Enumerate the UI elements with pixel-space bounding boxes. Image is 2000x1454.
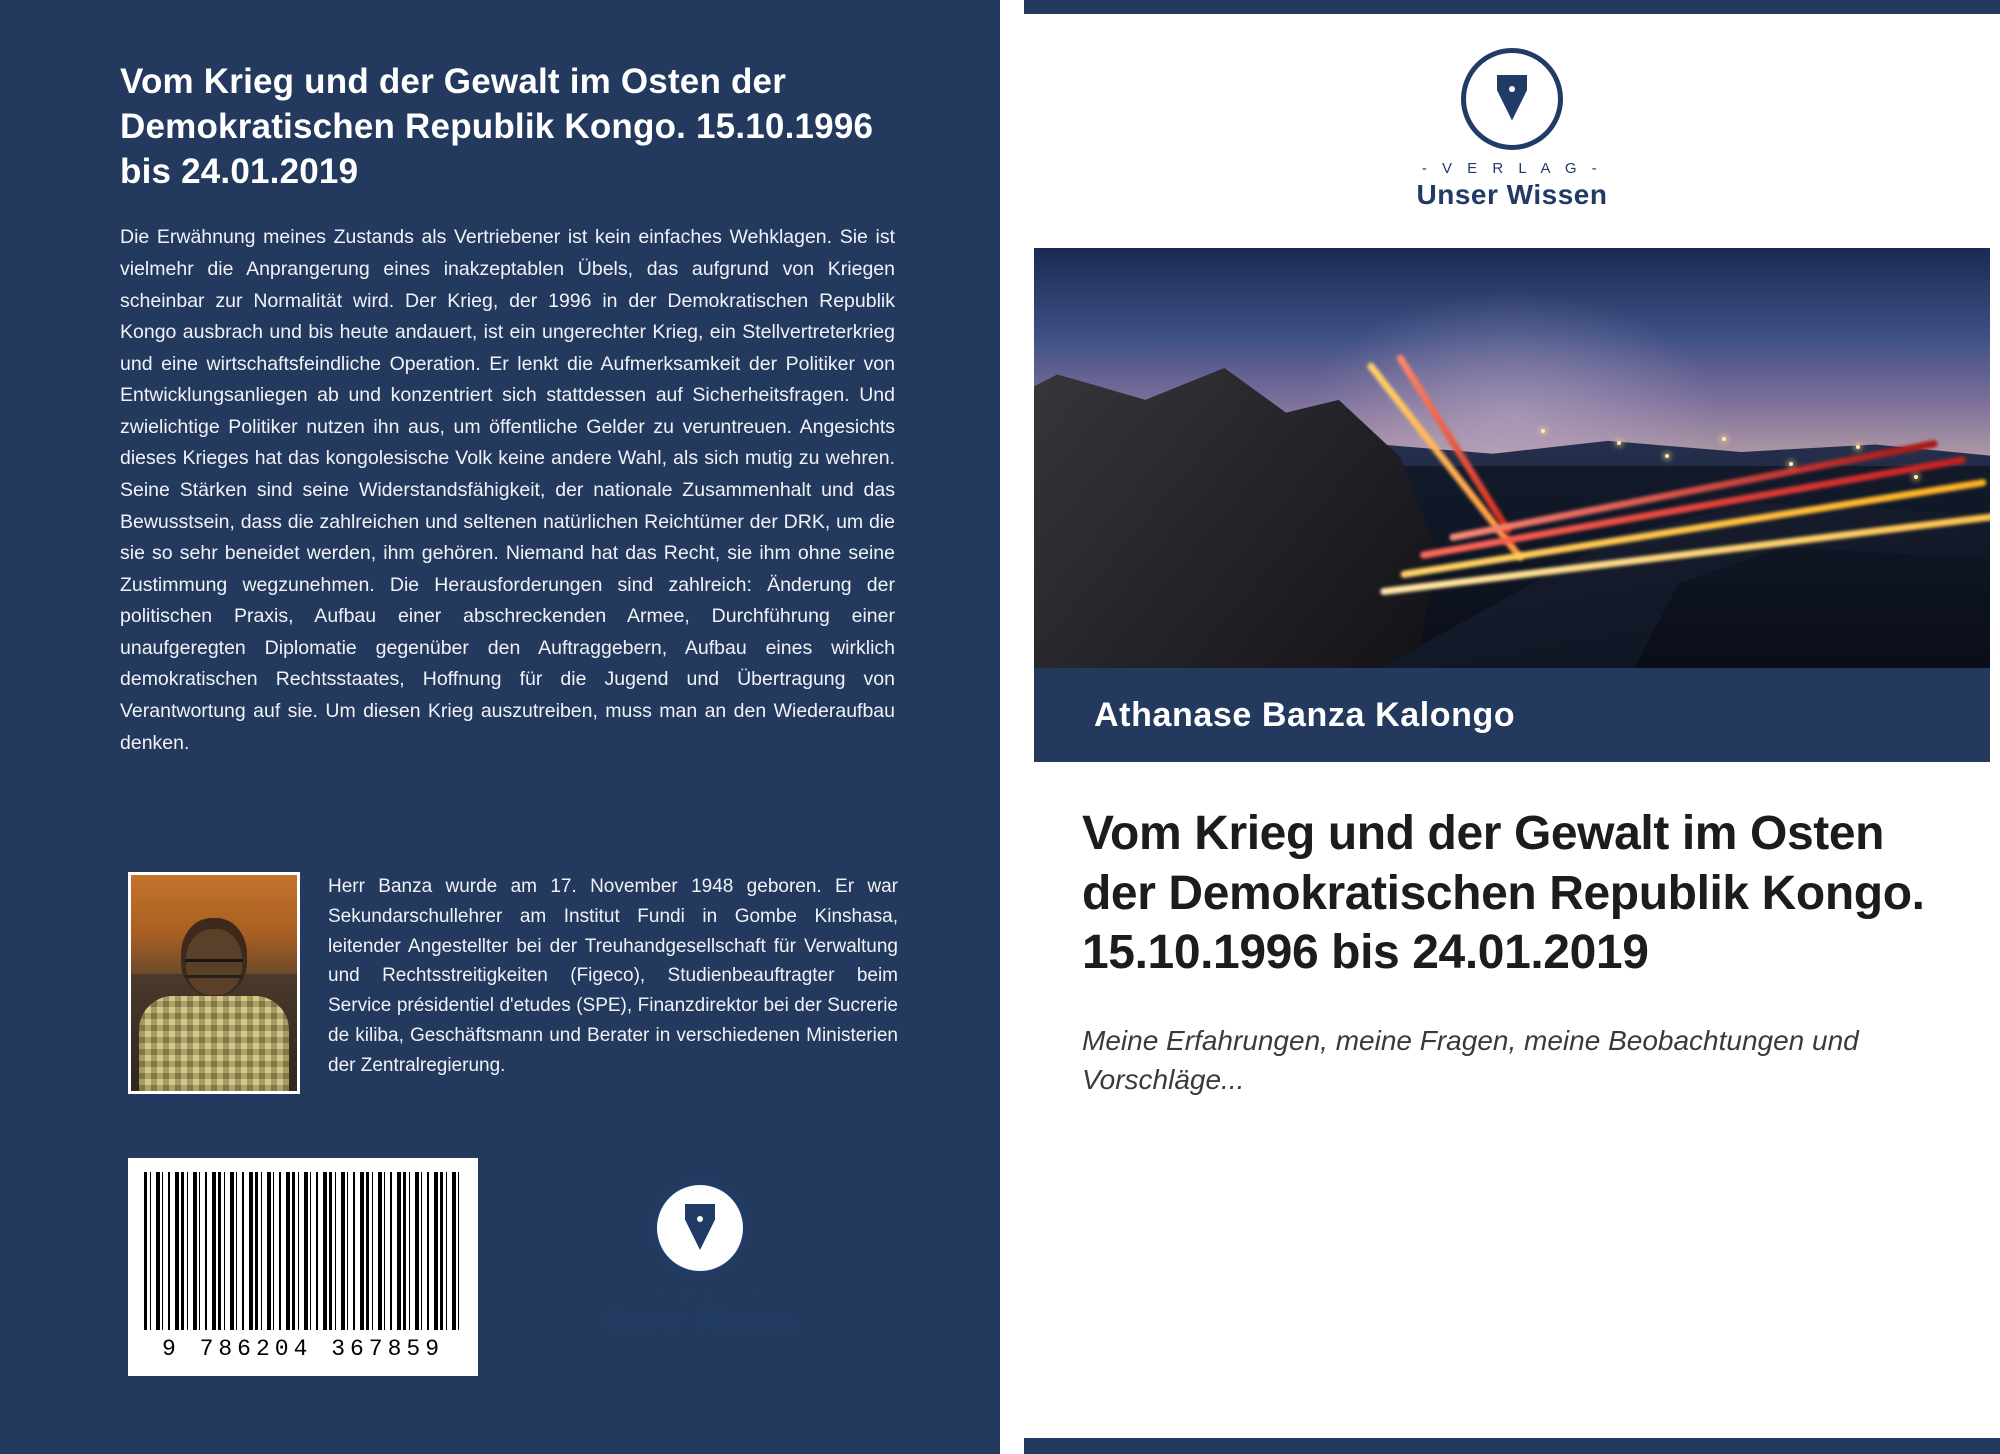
pen-nib-glyph <box>1497 75 1527 121</box>
front-bottom-accent-bar <box>1024 1438 2000 1454</box>
glasses-icon <box>185 959 243 978</box>
author-bio-text: Herr Banza wurde am 17. November 1948 geboren. Er war Sekundarschullehrer am Institut Fundi in Gombe Kinshasa, leitender Angestellter bei der Treuhandgesellschaft für Verwaltung und Rechtsstreitigkeiten (Figeco), Studienbeauftragter beim Service présidentiel d'etudes (SPE), Finanzdirektor bei der Sucrerie de kiliba, Geschäftsmann und Berater in verschiedenen Ministerien der Zentralregierung. <box>328 876 898 1076</box>
barcode-number: 9 786204 367859 <box>161 1336 445 1362</box>
photo-city-light <box>1914 475 1918 479</box>
front-cover-subtitle: Meine Erfahrungen, meine Fragen, meine Beobachtungen und Vorschläge... <box>1082 1024 1859 1096</box>
front-top-accent-bar <box>1024 0 2000 14</box>
publisher-logo-back <box>600 1180 800 1337</box>
barcode-bars <box>144 1172 462 1330</box>
pen-nib-glyph <box>685 1204 715 1250</box>
photo-city-light <box>1541 429 1545 433</box>
photo-shirt-shape <box>139 996 289 1091</box>
publisher-name-front: Unser Wissen <box>1416 178 1608 210</box>
back-cover-blurb: Die Erwähnung meines Zustands als Vertriebener ist kein einfaches Wehklagen. Sie ist vielmehr die Anprangerung eines inakzeptablen Übels, das aufgrund von Kriegen scheinbar zur Normalität wird. Der Krieg, der 1996 in der Demokratischen Republik Kongo ausbrach und bis heute andauert, ist ein ungerechter Krieg, ein Stellvertreterkrieg und eine wirtschaftsfeindliche Operation. Er lenkt die Aufmerksamkeit der Politiker von Entwicklungsanliegen ab und konzentriert sich stattdessen auf Sicherheitsfragen. Und zwielichtige Politiker nutzen ihn aus, um öffentliche Gelder zu veruntreuen. Angesichts dieses Krieges hat das kongolesische Volk keine andere Wahl, als sich mutig zu wehren. Seine Stärken sind seine Widerstandsfähigkeit, der nationale Zusammenhalt und das Bewusstsein, dass die zahlreichen und seltenen natürlichen Reichtümer der DRK, um die sie so sehr beneidet werden, ihm gehören. Niemand hat das Recht, sie ihm ohne seine Zustimmung wegzunehmen. Die Herausforderungen sind zahlreich: Änderung der politischen Praxis, Aufbau einer abschreckenden Armee, Durchführung einer unaufgeregten Diplomatie gegenüber den Auftraggebern, Aufbau eines wirklich demokratischen Rechtsstaates, Hoffnung für die Jugend und Übertragung von Verantwortung auf sie. Um diesen Krieg auszutreiben, muss man an den Wiederaufbau denken. <box>120 226 895 754</box>
pen-nib-icon <box>652 1180 748 1276</box>
publisher-verlag-label-back: - V E R L A G - <box>609 1286 791 1303</box>
front-title-block <box>1034 778 1990 1438</box>
front-cover-title: Vom Krieg und der Gewalt im Osten der Demokratischen Republik Kongo. 15.10.1996 bis 24.01.2019 <box>1082 807 1925 980</box>
author-bio-block <box>128 872 898 1094</box>
publisher-logo-front <box>1024 14 2000 244</box>
back-cover-text-block <box>120 60 895 759</box>
publisher-name-back: Unser Wissen <box>604 1305 796 1336</box>
photo-city-light <box>1665 454 1669 458</box>
publisher-verlag-label-front: - V E R L A G - <box>1421 159 1603 177</box>
front-author-name: Athanase Banza Kalongo <box>1094 695 1516 734</box>
back-cover-title: Vom Krieg und der Gewalt im Osten der Demokratischen Republik Kongo. 15.10.1996 bis 24.01.2019 <box>120 62 874 191</box>
barcode <box>128 1158 478 1376</box>
front-cover <box>1024 0 2000 1454</box>
cover-photo <box>1034 248 1990 668</box>
book-spine <box>1000 0 1024 1454</box>
pen-nib-icon <box>1461 48 1563 150</box>
front-author-bar <box>1034 668 1990 762</box>
author-photo <box>128 872 300 1094</box>
